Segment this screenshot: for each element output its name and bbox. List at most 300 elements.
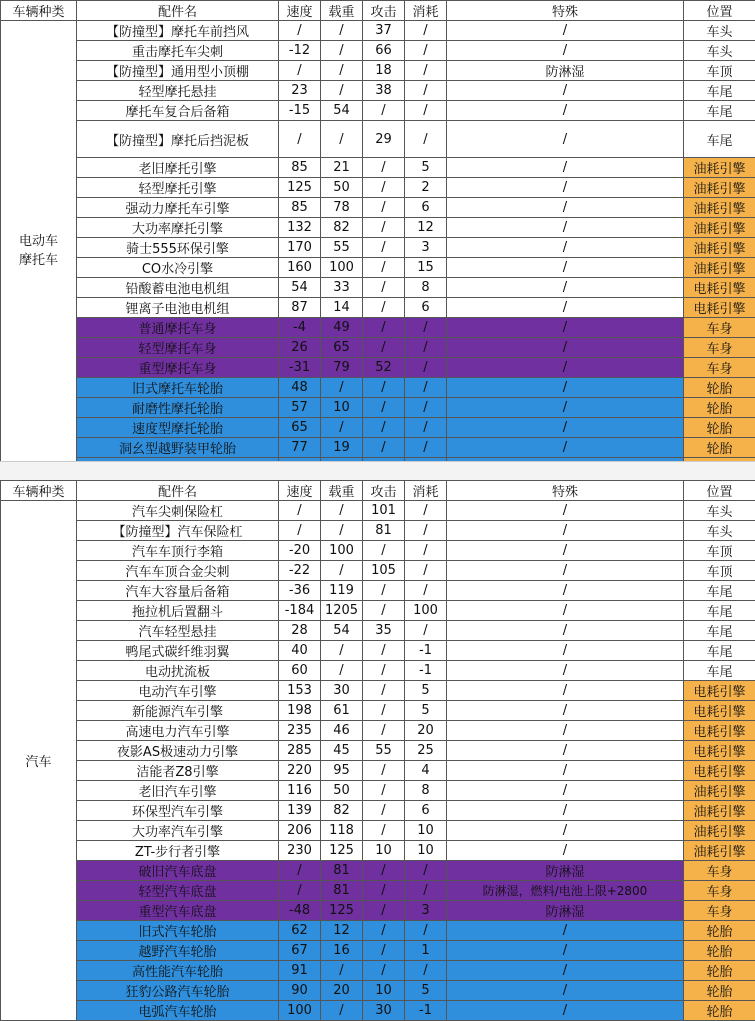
load-value: 45 [321,741,363,761]
table-row [1,218,755,238]
load-value: 16 [321,941,363,961]
table-row [1,378,755,398]
part-name: 鸭尾式碳纤维羽翼 [77,641,279,661]
table-row [1,61,755,81]
attack-value: / [363,921,405,941]
special-value: / [447,238,684,258]
parts-table [0,480,755,1021]
special-value: / [447,581,684,601]
cost-value: 5 [405,981,447,1001]
table-row [1,961,755,981]
speed-value: -4 [279,318,321,338]
load-value: / [321,81,363,101]
attack-value: / [363,941,405,961]
speed-value: 85 [279,198,321,218]
speed-value: 100 [279,1001,321,1021]
load-value: 21 [321,158,363,178]
part-name: 摩托车复合后备箱 [77,101,279,121]
part-name: 老旧汽车引擎 [77,781,279,801]
part-name: 高速电力汽车引擎 [77,721,279,741]
position-value: 电耗引擎 [684,298,755,318]
special-value: / [447,961,684,981]
attack-value: / [363,881,405,901]
table-row [1,398,755,418]
load-value: / [321,501,363,521]
load-value: 19 [321,438,363,458]
cost-value: / [405,581,447,601]
position-value: 车尾 [684,121,755,158]
part-name: 汽车车顶行李箱 [77,541,279,561]
cost-value: / [405,318,447,338]
load-value: 118 [321,821,363,841]
special-value: / [447,398,684,418]
position-value: 油耗引擎 [684,238,755,258]
part-name: 速度型摩托轮胎 [77,418,279,438]
table-row [1,701,755,721]
attack-value: / [363,338,405,358]
position-value: 车顶 [684,61,755,81]
speed-value: / [279,21,321,41]
position-value: 轮胎 [684,981,755,1001]
load-value: 12 [321,921,363,941]
position-value: 电耗引擎 [684,761,755,781]
position-value: 车尾 [684,621,755,641]
speed-value: -20 [279,541,321,561]
load-value: 65 [321,338,363,358]
load-value: / [321,21,363,41]
position-value: 车尾 [684,601,755,621]
table-row [1,841,755,861]
part-name: 大功率摩托引擎 [77,218,279,238]
part-name: 轻型摩托引擎 [77,178,279,198]
parts-table-motorcycle [0,0,755,478]
special-value: / [447,701,684,721]
special-value: / [447,801,684,821]
table-row [1,278,755,298]
attack-value: / [363,901,405,921]
header-row [1,481,755,501]
speed-value: 235 [279,721,321,741]
cost-value: 8 [405,781,447,801]
table-row [1,318,755,338]
attack-value: / [363,238,405,258]
cost-value: / [405,358,447,378]
attack-value: 10 [363,981,405,1001]
attack-value: 18 [363,61,405,81]
attack-value: 66 [363,41,405,61]
part-name: 重型摩托车身 [77,358,279,378]
special-value: / [447,921,684,941]
speed-value: / [279,861,321,881]
part-name: 重型汽车底盘 [77,901,279,921]
table-row [1,601,755,621]
table-row [1,541,755,561]
part-name: 老旧摩托引擎 [77,158,279,178]
attack-value: / [363,541,405,561]
position-value: 车身 [684,881,755,901]
part-name: 洞幺型越野装甲轮胎 [77,438,279,458]
speed-value: 60 [279,661,321,681]
attack-value: 37 [363,21,405,41]
attack-value: / [363,101,405,121]
header-category: 车辆种类 [1,481,77,501]
special-value: / [447,218,684,238]
table-row [1,81,755,101]
cost-value: / [405,338,447,358]
attack-value: / [363,418,405,438]
speed-value: -31 [279,358,321,378]
cost-value: / [405,61,447,81]
part-name: 轻型汽车底盘 [77,881,279,901]
load-value: 125 [321,901,363,921]
load-value: 49 [321,318,363,338]
speed-value: 77 [279,438,321,458]
attack-value: / [363,158,405,178]
cost-value: 12 [405,218,447,238]
load-value: 14 [321,298,363,318]
table-row [1,438,755,458]
load-value: / [321,1001,363,1021]
part-name: 洁能者Z8引擎 [77,761,279,781]
attack-value: 81 [363,521,405,541]
part-name: 高性能汽车轮胎 [77,961,279,981]
load-value: 81 [321,881,363,901]
attack-value: 105 [363,561,405,581]
part-name: 电弧汽车轮胎 [77,1001,279,1021]
speed-value: 91 [279,961,321,981]
special-value: / [447,178,684,198]
load-value: / [321,661,363,681]
header-attack: 攻击 [363,481,405,501]
load-value: 100 [321,541,363,561]
load-value: 50 [321,781,363,801]
attack-value: / [363,761,405,781]
speed-value: / [279,521,321,541]
position-value: 车顶 [684,561,755,581]
part-name: 骑士555环保引擎 [77,238,279,258]
header-load: 载重 [321,481,363,501]
position-value: 轮胎 [684,378,755,398]
attack-value: / [363,438,405,458]
attack-value: / [363,178,405,198]
header-row [1,1,755,21]
table-row [1,121,755,158]
special-value: / [447,941,684,961]
speed-value: 40 [279,641,321,661]
speed-value: 67 [279,941,321,961]
part-name: 普通摩托车身 [77,318,279,338]
part-name: 强动力摩托车引擎 [77,198,279,218]
part-name: 汽车轻型悬挂 [77,621,279,641]
part-name: 耐磨性摩托轮胎 [77,398,279,418]
cost-value: / [405,521,447,541]
special-value: / [447,358,684,378]
attack-value: / [363,278,405,298]
header-position: 位置 [684,481,755,501]
position-value: 电耗引擎 [684,681,755,701]
table-row [1,901,755,921]
table-row [1,521,755,541]
cost-value: 4 [405,761,447,781]
header-part-name: 配件名 [77,481,279,501]
cost-value: 25 [405,741,447,761]
position-value: 车身 [684,901,755,921]
load-value: 78 [321,198,363,218]
attack-value: / [363,961,405,981]
cost-value: / [405,961,447,981]
special-value: 防淋湿 [447,61,684,81]
special-value: / [447,438,684,458]
load-value: 125 [321,841,363,861]
attack-value: / [363,781,405,801]
table-row [1,581,755,601]
cost-value: / [405,438,447,458]
part-name: CO水冷引擎 [77,258,279,278]
load-value: 55 [321,238,363,258]
special-value: / [447,101,684,121]
load-value: 82 [321,218,363,238]
table-row [1,258,755,278]
attack-value: / [363,398,405,418]
vehicle-category: 汽车 [1,501,77,1021]
cost-value: / [405,101,447,121]
speed-value: -15 [279,101,321,121]
part-name: 【防撞型】汽车保险杠 [77,521,279,541]
cost-value: / [405,561,447,581]
speed-value: 285 [279,741,321,761]
attack-value: / [363,318,405,338]
attack-value: / [363,641,405,661]
attack-value: / [363,258,405,278]
cost-value: 5 [405,701,447,721]
attack-value: / [363,701,405,721]
header-special: 特殊 [447,1,684,21]
position-value: 油耗引擎 [684,841,755,861]
table-row [1,178,755,198]
load-value: 119 [321,581,363,601]
cost-value: 5 [405,158,447,178]
cost-value: / [405,81,447,101]
position-value: 电耗引擎 [684,278,755,298]
load-value: / [321,121,363,158]
speed-value: 28 [279,621,321,641]
header-cost: 消耗 [405,481,447,501]
table-row [1,941,755,961]
attack-value: / [363,661,405,681]
special-value: / [447,501,684,521]
header-speed: 速度 [279,1,321,21]
cost-value: -1 [405,1001,447,1021]
special-value: / [447,521,684,541]
load-value: / [321,521,363,541]
table-row [1,781,755,801]
special-value: / [447,198,684,218]
cost-value: / [405,861,447,881]
part-name: 破旧汽车底盘 [77,861,279,881]
table-row [1,501,755,521]
position-value: 车身 [684,318,755,338]
speed-value: 54 [279,278,321,298]
special-value: / [447,761,684,781]
speed-value: 26 [279,338,321,358]
special-value: / [447,821,684,841]
part-name: 重击摩托车尖刺 [77,41,279,61]
speed-value: 220 [279,761,321,781]
load-value: 33 [321,278,363,298]
speed-value: 90 [279,981,321,1001]
load-value: 82 [321,801,363,821]
part-name: 狂豹公路汽车轮胎 [77,981,279,1001]
table-row [1,561,755,581]
attack-value: / [363,721,405,741]
position-value: 油耗引擎 [684,158,755,178]
vehicle-category: 电动车 摩托车 [1,21,77,478]
header-attack: 攻击 [363,1,405,21]
position-value: 车尾 [684,641,755,661]
special-value: / [447,561,684,581]
table-row [1,861,755,881]
load-value: / [321,418,363,438]
special-value: / [447,621,684,641]
attack-value: 10 [363,841,405,861]
cost-value: 10 [405,821,447,841]
parts-table-car [0,480,755,1021]
part-name: 【防撞型】通用型小顶棚 [77,61,279,81]
speed-value: 23 [279,81,321,101]
table-row [1,981,755,1001]
speed-value: / [279,121,321,158]
header-speed: 速度 [279,481,321,501]
cost-value: 6 [405,298,447,318]
attack-value: / [363,821,405,841]
speed-value: 116 [279,781,321,801]
special-value: 防淋湿 [447,861,684,881]
speed-value: 85 [279,158,321,178]
attack-value: / [363,681,405,701]
position-value: 车尾 [684,101,755,121]
load-value: 20 [321,981,363,1001]
table-row [1,661,755,681]
part-name: 【防撞型】摩托车前挡风 [77,21,279,41]
table-row [1,801,755,821]
special-value: / [447,641,684,661]
position-value: 车头 [684,21,755,41]
part-name: 夜影AS极速动力引擎 [77,741,279,761]
attack-value: / [363,601,405,621]
load-value: 100 [321,258,363,278]
special-value: / [447,258,684,278]
speed-value: -36 [279,581,321,601]
table-row [1,641,755,661]
attack-value: 35 [363,621,405,641]
load-value: 79 [321,358,363,378]
table-row [1,41,755,61]
table-row [1,101,755,121]
position-value: 车头 [684,521,755,541]
cost-value: / [405,881,447,901]
load-value: / [321,41,363,61]
position-value: 车头 [684,41,755,61]
table-row [1,298,755,318]
table-row [1,21,755,41]
speed-value: 230 [279,841,321,861]
cost-value: 6 [405,198,447,218]
table-row [1,158,755,178]
position-value: 油耗引擎 [684,258,755,278]
header-cost: 消耗 [405,1,447,21]
part-name: 铅酸蓄电池电机组 [77,278,279,298]
speed-value: 206 [279,821,321,841]
special-value: / [447,418,684,438]
cost-value: / [405,41,447,61]
position-value: 轮胎 [684,398,755,418]
position-value: 电耗引擎 [684,741,755,761]
part-name: 电动扰流板 [77,661,279,681]
load-value: / [321,961,363,981]
load-value: 61 [321,701,363,721]
cost-value: / [405,501,447,521]
special-value: / [447,841,684,861]
cost-value: 10 [405,841,447,861]
load-value: 46 [321,721,363,741]
part-name: 汽车车顶合金尖刺 [77,561,279,581]
load-value: 81 [321,861,363,881]
position-value: 车身 [684,861,755,881]
cost-value: / [405,418,447,438]
table-row [1,721,755,741]
special-value: / [447,601,684,621]
cost-value: / [405,621,447,641]
position-value: 车身 [684,358,755,378]
header-part-name: 配件名 [77,1,279,21]
position-value: 油耗引擎 [684,198,755,218]
position-value: 车尾 [684,81,755,101]
position-value: 车尾 [684,661,755,681]
load-value: / [321,641,363,661]
part-name: 环保型汽车引擎 [77,801,279,821]
table-row [1,741,755,761]
attack-value: 38 [363,81,405,101]
position-value: 油耗引擎 [684,781,755,801]
special-value: / [447,981,684,1001]
speed-value: 198 [279,701,321,721]
special-value: / [447,338,684,358]
load-value: 1205 [321,601,363,621]
part-name: 旧式摩托车轮胎 [77,378,279,398]
special-value: / [447,741,684,761]
table-row [1,238,755,258]
part-name: 拖拉机后置翻斗 [77,601,279,621]
cost-value: 15 [405,258,447,278]
position-value: 轮胎 [684,1001,755,1021]
special-value: / [447,721,684,741]
special-value: / [447,278,684,298]
position-value: 油耗引擎 [684,801,755,821]
speed-value: 57 [279,398,321,418]
speed-value: -22 [279,561,321,581]
speed-value: / [279,501,321,521]
position-value: 车尾 [684,581,755,601]
special-value: / [447,121,684,158]
speed-value: 65 [279,418,321,438]
speed-value: 87 [279,298,321,318]
special-value: / [447,378,684,398]
position-value: 车身 [684,338,755,358]
part-name: 【防撞型】摩托后挡泥板 [77,121,279,158]
table-row [1,1001,755,1021]
speed-value: / [279,61,321,81]
position-value: 电耗引擎 [684,721,755,741]
